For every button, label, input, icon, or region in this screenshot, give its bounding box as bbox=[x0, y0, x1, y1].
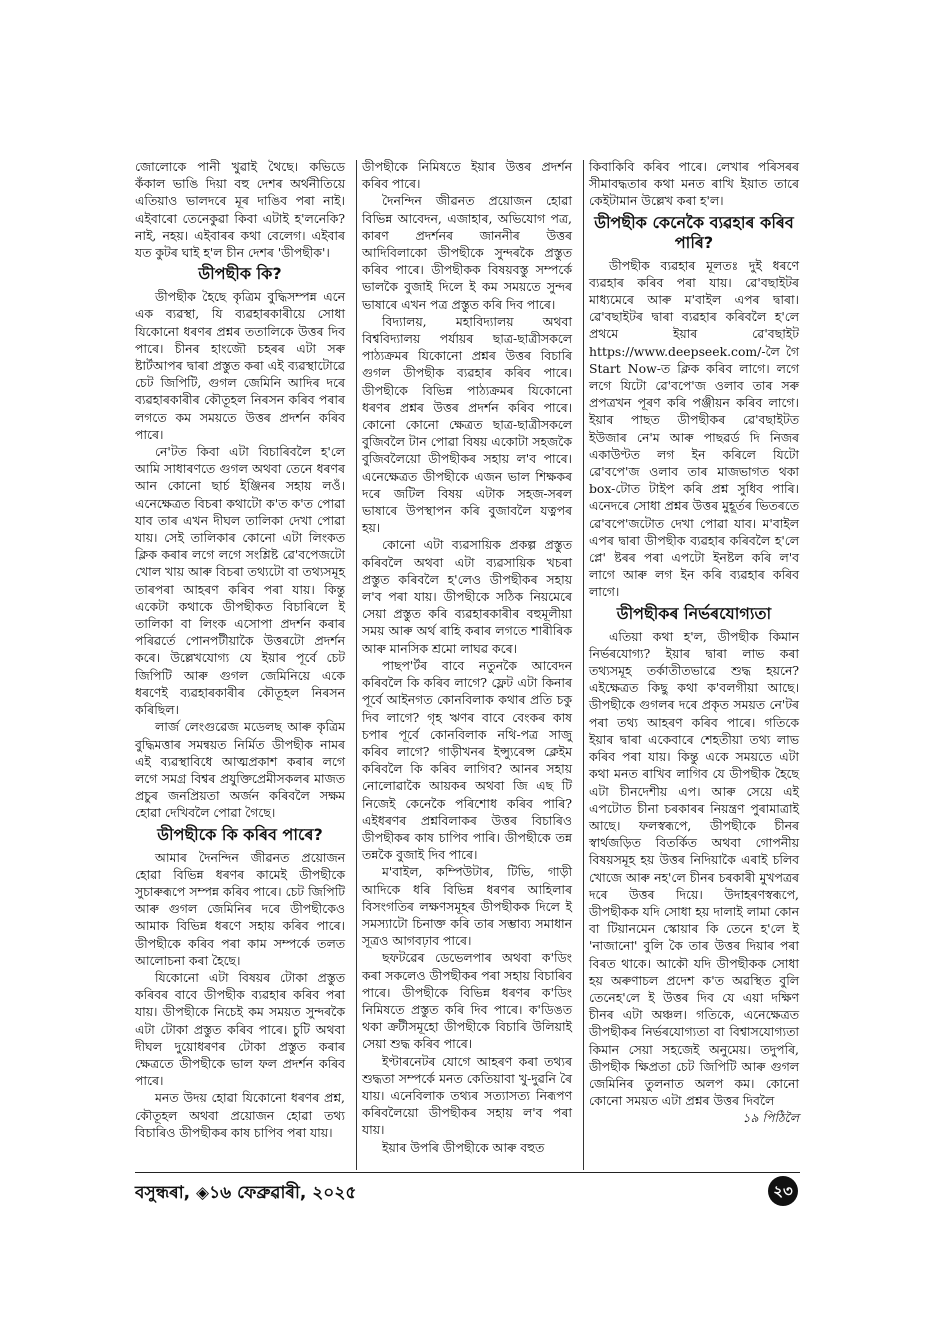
section-heading: ডীপছীকে কি কৰিব পাৰে? bbox=[157, 824, 323, 844]
paragraph: লাৰ্জ লেংগুৱেজ মডেলছ আৰু কৃত্রিম বুদ্ধিমত্তাৰ সমন্বয়ত নিৰ্মিত ডীপছীক নামৰ এই ব্যৱস্থাবিধে আত্মপ্ৰকাশ কৰাৰ লগে লগে সমগ্র বিশ্বৰ প্রযুক্তিপ্রেমীসকলৰ মাজত প্রচুৰ জনপ্ৰিয়তা অৰ্জন কৰিবলৈ সক্ষম হোৱা দেখিবলৈ পোৱা গৈছে। bbox=[135, 719, 345, 821]
paragraph: ডীপছীকে নিমিষতে ইয়াৰ উত্তৰ প্ৰদৰ্শন কৰিব পাৰে। bbox=[362, 159, 572, 192]
section-heading: ডীপছীক কি? bbox=[198, 264, 282, 284]
paragraph: ম'বাইল, কম্পিউটাৰ, টিভি, গাড়ী আদিকে ধৰি বিভিন্ন ধৰণৰ আহিলাৰ বিসংগতিৰ লক্ষণসমূহৰ ডীপছীকক দিলে ই সমস্যাটো চিনাক্ত কৰি তাৰ সম্ভাব্য সমাধান সূত্ৰও আগবঢ়াব পাৰে। bbox=[362, 864, 572, 949]
column-2 bbox=[362, 158, 572, 1156]
paragraph: ডীপছীক হৈছে কৃত্রিম বুদ্ধিসম্পন্ন এনে এক ব্যৱস্থা, যি ব্যৱহাৰকাৰীয়ে সোধা যিকোনো ধৰণৰ প্রশ্নৰ ততালিকে উত্তৰ দিব পাৰে। চীনৰ হাংজৌ চহৰৰ এটা সৰু ষ্টাৰ্টআপৰ দ্বাৰা প্ৰস্তুত কৰা এই ব্যৱস্থাটোৱে চেট জিপিটি, গুগল জেমিনি আদিৰ দৰে ব্যৱহাৰকাৰীৰ কৌতূহল নিৰসন কৰিব পৰাৰ লগতে কম সময়তে উত্তৰ প্রদর্শন কৰিব পাৰে। bbox=[135, 289, 345, 442]
paragraph: ইয়াৰ উপৰি ডীপছীকে আৰু বহুত bbox=[382, 1139, 545, 1155]
footer-publication: বসুন্ধৰা, ◈১৬ ফেব্ৰুৱাৰী, ২০২৫ bbox=[135, 1183, 357, 1203]
section-heading: ডীপছীক কেনেকৈ ব্যৱহাৰ কৰিব পাৰি? bbox=[594, 212, 794, 252]
paragraph: যিকোনো এটা বিষয়ৰ টোকা প্ৰস্তুত কৰিবৰ বাবে ডীপছীক ব্যৱহাৰ কৰিব পৰা যায়। ডীপছীকে নিচেই কম সময়ত সুন্দৰকৈ এটা টোকা প্ৰস্তুত কৰিব পাৰে। চুটি অথবা দীঘল দুয়োধৰণৰ টোকা প্ৰস্তুত কৰাৰ ক্ষেত্ৰতে ডীপছীকে ভাল ফল প্ৰদৰ্শন কৰিব পাৰে। bbox=[135, 969, 345, 1089]
paragraph: আমাৰ দৈনন্দিন জীৱনত প্ৰয়োজন হোৱা বিভিন্ন ধৰণৰ কামেই ডীপছীকে সুচাৰুৰূপে সম্পন্ন কৰিব পাৰে। চেট জিপিটি আৰু গুগল জেমিনিৰ দৰে ডীপছীকেও আমাক বিভিন্ন ধৰণে সহায় কৰিব পাৰে। ডীপছীকে কৰিব পৰা কাম সম্পৰ্কে তলত আলোচনা কৰা হৈছে। bbox=[135, 849, 345, 968]
page-number: ২৩ bbox=[768, 1176, 798, 1206]
paragraph: দৈনন্দিন জীৱনত প্ৰয়োজন হোৱা বিভিন্ন আবেদন, এজাহাৰ, অভিযোগ পত্ৰ, কাৰণ প্ৰদৰ্শনৰ জাননীৰ উত্তৰ আদিবিলাকো ডীপছীকে সুন্দৰকৈ প্ৰস্তুত কৰিব পাৰে। ডীপছীকক বিষয়বস্তু সম্পৰ্কে ভালকৈ বুজাই দিলে ই কম সময়তে সুন্দৰ ভাষাৰে এখন পত্ৰ প্ৰস্তুত কৰি দিব পাৰে। bbox=[362, 193, 572, 312]
paragraph: ইণ্টাৰনেটৰ যোগে আহৰণ কৰা তথ্যৰ শুদ্ধতা সম্পৰ্কে মনত কেতিয়াবা খু-দুৱনি ৰৈ যায়। এনেবিলাক তথ্যৰ সত্যাসত্য নিৰূপণ কৰিবলৈয়ো ডীপছীকৰ সহায় ল'ব পৰা যায়। bbox=[362, 1053, 572, 1138]
paragraph: এতিয়া কথা হ'ল, ডীপছীক কিমান নিৰ্ভৰযোগ্য? ইয়াৰ দ্বাৰা লাভ কৰা তথ্যসমূহ তৰ্কাতীতভাৱে শুদ্ধ হয়নে? এইক্ষেত্ৰত কিছু কথা ক'বলগীয়া আছে। ডীপছীকে গুগলৰ দৰে প্ৰকৃত সময়ত নে'টৰ পৰা তথ্য আহৰণ কৰিব পাৰে। গতিকে ইয়াৰ দ্বাৰা একেবাৰে শেহতীয়া তথ্য লাভ কৰিব পৰা যায়। কিন্তু একে সময়তে এটা কথা মনত ৰাখিব লাগিব যে ডীপছীক হৈছে এটা চীনদেশীয় এপ। আৰু সেয়ে এই এপটোত চীনা চৰকাৰৰ নিয়ন্ত্ৰণ পুৰামাত্ৰাই আছে। ফলস্বৰূপে, ডীপছীকে চীনৰ স্বাৰ্থজড়িত বিতৰ্কিত অথবা গোপনীয় বিষয়সমূহ হয় উত্তৰ নিদিয়াকৈ এৰাই চলিব খোজে আৰু নহ'লে চীনৰ চৰকাৰী মুখপত্ৰৰ দৰে উত্তৰ দিয়ে। উদাহৰণস্বৰূপে, ডীপছীকক যদি সোধা হয় দালাই লামা কোন বা টিয়ানমেন স্কোয়াৰ কি তেনে হ'লে ই 'নাজানো' বুলি কৈ তাৰ উত্তৰ দিয়াৰ পৰা বিৰত থাকে। আকৌ যদি ডীপছীকক সোধা হয় অৰুণাচল প্ৰদেশ ক'ত অৱস্থিত বুলি তেনেহ'লে ই উত্তৰ দিব যে এয়া দক্ষিণ চীনৰ এটা অঞ্চল। গতিকে, এনেক্ষেত্ৰত ডীপছীকৰ নিৰ্ভৰযোগ্যতা বা বিশ্বাসযোগ্যতা কিমান সেয়া সহজেই অনুমেয়। তদুপৰি, ডীপছীক ক্ষিপ্ৰতা চেট জিপিটি আৰু গুগল জেমিনিৰ তুলনাত অলপ কম। কোনো কোনো সময়ত এটা প্ৰশ্নৰ উত্তৰ দিবলৈ bbox=[589, 628, 799, 1109]
paragraph: বিদ্যালয়, মহাবিদ্যালয় অথবা বিশ্ববিদ্যালয় পৰ্যায়ৰ ছাত্ৰ-ছাত্ৰীসকলে পাঠ্যক্ৰমৰ যিকোনো প্ৰশ্নৰ উত্তৰ বিচাৰি গুগল ডীপছীক ব্যৱহাৰ কৰিব পাৰে। ডীপছীকে বিভিন্ন পাঠ্যক্ৰমৰ যিকোনো ধৰণৰ প্ৰশ্নৰ উত্তৰ প্ৰদৰ্শন কৰিব পাৰে। কোনো কোনো ক্ষেত্ৰত ছাত্ৰ-ছাত্ৰীসকলে বুজিবলৈ টান পোৱা বিষয় একোটা সহজকৈ বুজিবলৈয়ো ডীপছীকৰ সহায় ল'ব পাৰে। এনেক্ষেত্ৰত ডীপছীকে এজন ভাল শিক্ষকৰ দৰে জটিল বিষয় এটাক সহজ-সৰল ভাষাৰে উপস্থাপন কৰি বুজাবলৈ যত্নপৰ হয়। bbox=[362, 313, 572, 536]
paragraph: কোনো এটা ব্যৱসায়িক প্ৰকল্প প্ৰস্তুত কৰিবলৈ অথবা এটা ব্যৱসায়িক খচৰা প্ৰস্তুত কৰিবলৈ হ'লেও ডীপছীকৰ সহায় ল'ব পৰা যায়। ডীপছীকে সঠিক নিয়মেৰে সেয়া প্ৰস্তুত কৰি ব্যৱহাৰকাৰীৰ বহুমূলীয়া সময় আৰু অৰ্থ ৰাহি কৰাৰ লগতে শাৰীৰিক আৰু মানসিক শ্ৰমো লাঘৱ কৰে। bbox=[362, 537, 572, 656]
paragraph: ডীপছীক ব্যৱহাৰ মূলতঃ দুই ধৰণে ব্যৱহাৰ কৰিব পৰা যায়। ৱে'বছাইটৰ মাধ্যমেৰে আৰু ম'বাইল এপৰ দ্বাৰা। ৱে'বছাইটৰ দ্বাৰা ব্যৱহাৰ কৰিবলৈ হ'লে প্ৰথমে ইয়াৰ ৱে'বছাইট https://www.deepseek.com/-লৈ গৈ Start Now-ত ক্লিক কৰিব লাগে। লগে লগে যিটো ৱে'বপে'জ ওলাব তাৰ সৰু প্ৰপত্ৰখন পূৰণ কৰি পঞ্জীয়ন কৰিব লাগে। ইয়াৰ পাছত ডীপছীকৰ ৱে'বছাইটত ইউজাৰ নে'ম আৰু পাছৱৰ্ড দি নিজৰ একাউণ্টত লগ ইন কৰিলে যিটো ৱে'বপে'জ ওলাব তাৰ মাজভাগত থকা box-টোত টাইপ কৰি প্ৰশ্ন সুধিব পাৰি। এনেদৰে সোধা প্ৰশ্নৰ উত্তৰ মুহূৰ্তৰ ভিতৰতে ৱে'বপে'জটোত দেখা পোৱা যাব। ম'বাইল এপৰ দ্বাৰা ডীপছীক ব্যৱহাৰ কৰিবলৈ হ'লে প্লে' ষ্টৰৰ পৰা এপটো ইনষ্টল কৰি ল'ব লাগে আৰু লগ ইন কৰি ব্যৱহাৰ কৰিব লাগে। bbox=[589, 257, 799, 600]
paragraph: ছফটৱেৰ ডেভেলপাৰ অথবা ক'ডিং কৰা সকলেও ডীপছীকৰ পৰা সহায় বিচাৰিব পাৰে। ডীপছীকে বিভিন্ন ধৰণৰ ক'ডিং নিমিষতে প্ৰস্তুত কৰি দিব পাৰে। ক'ডিঙত থকা ক্ৰটীসমূহো ডীপছীকে বিচাৰি উলিয়াই সেয়া শুদ্ধ কৰিব পাৰে। bbox=[362, 950, 572, 1052]
section-heading: ডীপছীকৰ নিৰ্ভৰযোগ্যতা bbox=[616, 603, 772, 623]
paragraph: নে'টত কিবা এটা বিচাৰিবলৈ হ'লে আমি সাধাৰণতে গুগল অথবা তেনে ধৰণৰ আন কোনো ছাৰ্চ ইঞ্জিনৰ সহায় লওঁ। এনেক্ষেত্ৰত বিচৰা কথাটো ক'ত ক'ত পোৱা যাব তাৰ এখন দীঘল তালিকা দেখা পোৱা যায়। সেই তালিকাৰ কোনো এটা লিংকত ক্লিক কৰাৰ লগে লগে সংশ্লিষ্ট ৱে'বপেজটো খোল খায় আৰু বিচৰা তথ্যটো বা তথ্যসমূহ তাৰপৰা আহৰণ কৰিব পৰা যায়। কিন্তু একেটা কথাকে ডীপছীকত বিচাৰিলে ই তালিকা বা লিংক এসোপা প্রদর্শন কৰাৰ পৰিৱৰ্তে পোনপটীয়াকৈ উত্তৰটো প্ৰদৰ্শন কৰে। উল্লেখযোগ্য যে ইয়াৰ পূৰ্বে চেট জিপিটি আৰু গুগল জেমিনিয়ে একে ধৰণেই ব্যৱহাৰকাৰীৰ কৌতূহল নিৰসন কৰিছিল। bbox=[135, 444, 345, 718]
continuation-note: ১৯ পিঠিলৈ bbox=[742, 1110, 799, 1126]
paragraph: জোলোকে পানী খুৱাই থৈছে। কভিডে কঁকাল ভাঙি দিয়া বহু দেশৰ অৰ্থনীতিয়ে এতিয়াও ভালদৰে মূৰ দাঙিব পৰা নাই। এইবাৰো তেনেকুৱা কিবা এটাই হ'লনেকি? নাই, নহয়। এইবাৰৰ কথা বেলেগ। এইবাৰ যত কুটৰ ঘাই হ'ল চীন দেশৰ 'ডীপছীক'। bbox=[135, 159, 345, 261]
column-1 bbox=[135, 158, 345, 1141]
column-divider bbox=[356, 160, 357, 1170]
column-3 bbox=[589, 158, 799, 1127]
continuation-note-row bbox=[589, 1109, 799, 1126]
column-divider bbox=[583, 160, 584, 1170]
paragraph: মনত উদয় হোৱা যিকোনো ধৰণৰ প্ৰশ্ন, কৌতূহল অথবা প্ৰয়োজন হোৱা তথ্য বিচাৰিও ডীপছীকৰ কাষ চাপিব পৰা যায়। bbox=[135, 1090, 345, 1140]
paragraph: কিবাকিবি কৰিব পাৰে। লেখাৰ পৰিসৰৰ সীমাবদ্ধতাৰ কথা মনত ৰাখি ইয়াত তাৰে কেইটামান উল্লেখ কৰা হ'ল। bbox=[589, 159, 799, 209]
paragraph: পাছপ'ৰ্টৰ বাবে নতুনকৈ আবেদন কৰিবলৈ কি কৰিব লাগে? ফ্লেট এটা কিনাৰ পূৰ্বে আইনগত কোনবিলাক কথাৰ প্ৰতি চকু দিব লাগে? গৃহ ঋণৰ বাবে বেংকৰ কাষ চপাৰ পূৰ্বে কোনবিলাক নথি-পত্ৰ সাজু কৰিব লাগে? গাড়ীখনৰ ইন্স্যুৰেন্স ক্লেইম কৰিবলৈ কি কৰিব লাগিব? আনৰ সহায় নোলোৱাকৈ আয়কৰ অথবা জি এছ টি নিজেই কেনেকৈ পৰিশোধ কৰিব পাৰি? এইধৰণৰ প্ৰশ্নবিলাকৰ উত্তৰ বিচাৰিও ডীপছীকৰ কাষ চাপিব পাৰি। ডীপছীকে তন্ন তন্নকৈ বুজাই দিব পাৰে। bbox=[362, 657, 572, 863]
footer-rule bbox=[135, 1172, 800, 1173]
